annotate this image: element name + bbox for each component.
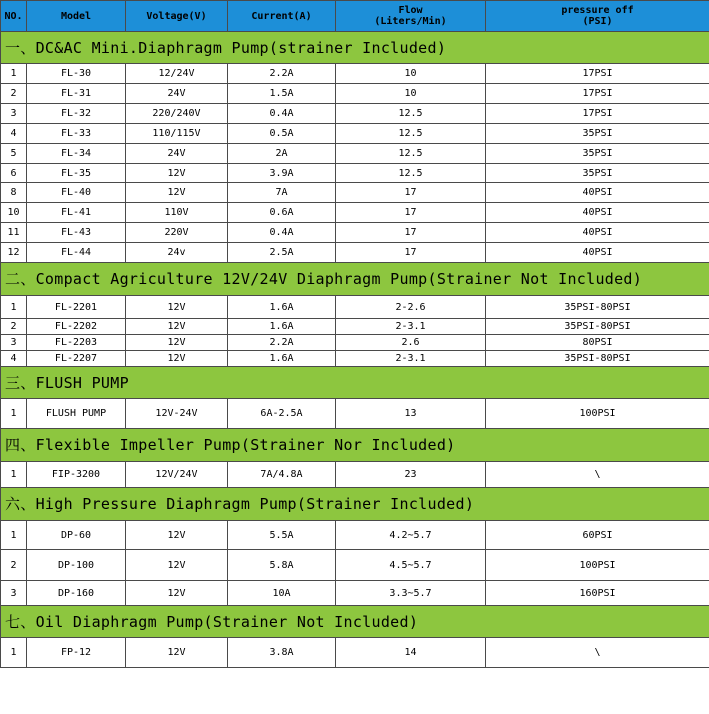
voltage-cell: 12V [126,581,228,606]
current-cell: 0.4A [228,104,336,124]
no-cell: 2 [1,84,27,104]
no-cell: 4 [1,351,27,367]
pressure-cell: 40PSI [486,183,709,203]
pressure-cell: 35PSI [486,164,709,183]
current-cell: 10A [228,581,336,606]
current-cell: 0.4A [228,223,336,243]
header-pressure-line2: (PSI) [582,16,613,27]
model-cell: FL-35 [27,164,126,183]
model-cell: FL-34 [27,144,126,164]
voltage-cell: 220/240V [126,104,228,124]
flow-cell: 10 [336,64,486,84]
voltage-cell: 12V-24V [126,399,228,429]
current-cell: 3.9A [228,164,336,183]
voltage-cell: 12V [126,319,228,335]
pressure-cell: 35PSI-80PSI [486,351,709,367]
flow-cell: 12.5 [336,164,486,183]
header-voltage: Voltage(V) [126,1,228,32]
table-row [1,296,709,319]
pressure-cell: 80PSI [486,335,709,351]
flow-cell: 14 [336,638,486,668]
voltage-cell: 110/115V [126,124,228,144]
header-model: Model [27,1,126,32]
model-cell: FL-44 [27,243,126,263]
table-row [1,581,709,606]
pressure-cell: 17PSI [486,104,709,124]
table-row [1,64,709,84]
current-cell: 2.5A [228,243,336,263]
current-cell: 2A [228,144,336,164]
current-cell: 0.6A [228,203,336,223]
no-cell: 1 [1,399,27,429]
table-row [1,124,709,144]
voltage-cell: 12V [126,335,228,351]
pressure-cell: 17PSI [486,64,709,84]
model-cell: FL-31 [27,84,126,104]
no-cell: 5 [1,144,27,164]
table-row [1,399,709,429]
current-cell: 3.8A [228,638,336,668]
current-cell: 7A [228,183,336,203]
pressure-cell: 40PSI [486,223,709,243]
section-header-row [1,429,709,462]
table-row [1,521,709,550]
header-pressure [486,1,709,32]
pressure-cell: 100PSI [486,399,709,429]
no-cell: 1 [1,462,27,488]
voltage-cell: 12V [126,521,228,550]
no-cell: 2 [1,550,27,581]
table-row [1,550,709,581]
pressure-cell: 35PSI-80PSI [486,296,709,319]
pressure-cell: 60PSI [486,521,709,550]
flow-cell: 13 [336,399,486,429]
no-cell: 1 [1,521,27,550]
flow-cell: 12.5 [336,144,486,164]
model-cell: FL-30 [27,64,126,84]
model-cell: FL-2201 [27,296,126,319]
voltage-cell: 24V [126,84,228,104]
flow-cell: 3.3~5.7 [336,581,486,606]
header-no: NO. [1,1,27,32]
model-cell: FLUSH PUMP [27,399,126,429]
table-row [1,351,709,367]
current-cell: 7A/4.8A [228,462,336,488]
voltage-cell: 12V [126,550,228,581]
no-cell: 1 [1,638,27,668]
table-row [1,104,709,124]
table-row [1,335,709,351]
current-cell: 1.5A [228,84,336,104]
no-cell: 3 [1,104,27,124]
model-cell: FL-40 [27,183,126,203]
section-header-row [1,263,709,296]
table-row [1,84,709,104]
header-flow-line2: (Liters/Min) [374,16,447,27]
header-row [1,1,709,32]
header-flow [336,1,486,32]
voltage-cell: 24V [126,144,228,164]
section-header-row [1,32,709,64]
table-row [1,462,709,488]
table-row [1,223,709,243]
flow-cell: 2-3.1 [336,351,486,367]
section-header-row [1,606,709,638]
table-row [1,319,709,335]
current-cell: 6A-2.5A [228,399,336,429]
pressure-cell: 100PSI [486,550,709,581]
pressure-cell: \ [486,462,709,488]
model-cell: DP-100 [27,550,126,581]
table-row [1,183,709,203]
pressure-cell: \ [486,638,709,668]
flow-cell: 2.6 [336,335,486,351]
table-row [1,144,709,164]
section-header-row [1,367,709,399]
voltage-cell: 110V [126,203,228,223]
section-title: 六、High Pressure Diaphragm Pump(Strainer Included) [1,488,709,521]
no-cell: 1 [1,296,27,319]
pressure-cell: 35PSI-80PSI [486,319,709,335]
voltage-cell: 12V [126,638,228,668]
table-body [1,32,709,668]
current-cell: 5.8A [228,550,336,581]
voltage-cell: 12/24V [126,64,228,84]
flow-cell: 12.5 [336,104,486,124]
table-row [1,638,709,668]
no-cell: 6 [1,164,27,183]
flow-cell: 17 [336,223,486,243]
table-row [1,243,709,263]
model-cell: DP-60 [27,521,126,550]
flow-cell: 23 [336,462,486,488]
model-cell: FL-2203 [27,335,126,351]
section-header-row [1,488,709,521]
pressure-cell: 160PSI [486,581,709,606]
model-cell: FL-33 [27,124,126,144]
current-cell: 0.5A [228,124,336,144]
pressure-cell: 35PSI [486,144,709,164]
header-current: Current(A) [228,1,336,32]
section-title: 七、Oil Diaphragm Pump(Strainer Not Included) [1,606,709,638]
no-cell: 12 [1,243,27,263]
flow-cell: 2-2.6 [336,296,486,319]
flow-cell: 17 [336,243,486,263]
current-cell: 1.6A [228,319,336,335]
header-pressure-line1: pressure off [561,5,634,16]
pressure-cell: 17PSI [486,84,709,104]
voltage-cell: 12V [126,164,228,183]
model-cell: FL-43 [27,223,126,243]
pressure-cell: 35PSI [486,124,709,144]
model-cell: FL-2202 [27,319,126,335]
voltage-cell: 12V/24V [126,462,228,488]
flow-cell: 4.5~5.7 [336,550,486,581]
section-title: 一、DC&AC Mini.Diaphragm Pump(strainer Included) [1,32,709,64]
table-row [1,203,709,223]
voltage-cell: 12V [126,296,228,319]
voltage-cell: 24v [126,243,228,263]
current-cell: 1.6A [228,296,336,319]
current-cell: 1.6A [228,351,336,367]
model-cell: DP-160 [27,581,126,606]
current-cell: 2.2A [228,335,336,351]
flow-cell: 2-3.1 [336,319,486,335]
current-cell: 2.2A [228,64,336,84]
flow-cell: 17 [336,203,486,223]
voltage-cell: 12V [126,351,228,367]
voltage-cell: 220V [126,223,228,243]
model-cell: FP-12 [27,638,126,668]
no-cell: 10 [1,203,27,223]
flow-cell: 12.5 [336,124,486,144]
section-title: 四、Flexible Impeller Pump(Strainer Nor Included) [1,429,709,462]
model-cell: FL-2207 [27,351,126,367]
current-cell: 5.5A [228,521,336,550]
model-cell: FIP-3200 [27,462,126,488]
no-cell: 3 [1,581,27,606]
model-cell: FL-32 [27,104,126,124]
no-cell: 11 [1,223,27,243]
flow-cell: 17 [336,183,486,203]
no-cell: 4 [1,124,27,144]
flow-cell: 10 [336,84,486,104]
pressure-cell: 40PSI [486,203,709,223]
section-title: 三、FLUSH PUMP [1,367,709,399]
no-cell: 1 [1,64,27,84]
header-flow-line1: Flow [398,5,423,16]
no-cell: 2 [1,319,27,335]
table-row [1,164,709,183]
flow-cell: 4.2~5.7 [336,521,486,550]
pressure-cell: 40PSI [486,243,709,263]
model-cell: FL-41 [27,203,126,223]
no-cell: 8 [1,183,27,203]
section-title: 二、Compact Agriculture 12V/24V Diaphragm Pump(Strainer Not Included) [1,263,709,296]
no-cell: 3 [1,335,27,351]
voltage-cell: 12V [126,183,228,203]
